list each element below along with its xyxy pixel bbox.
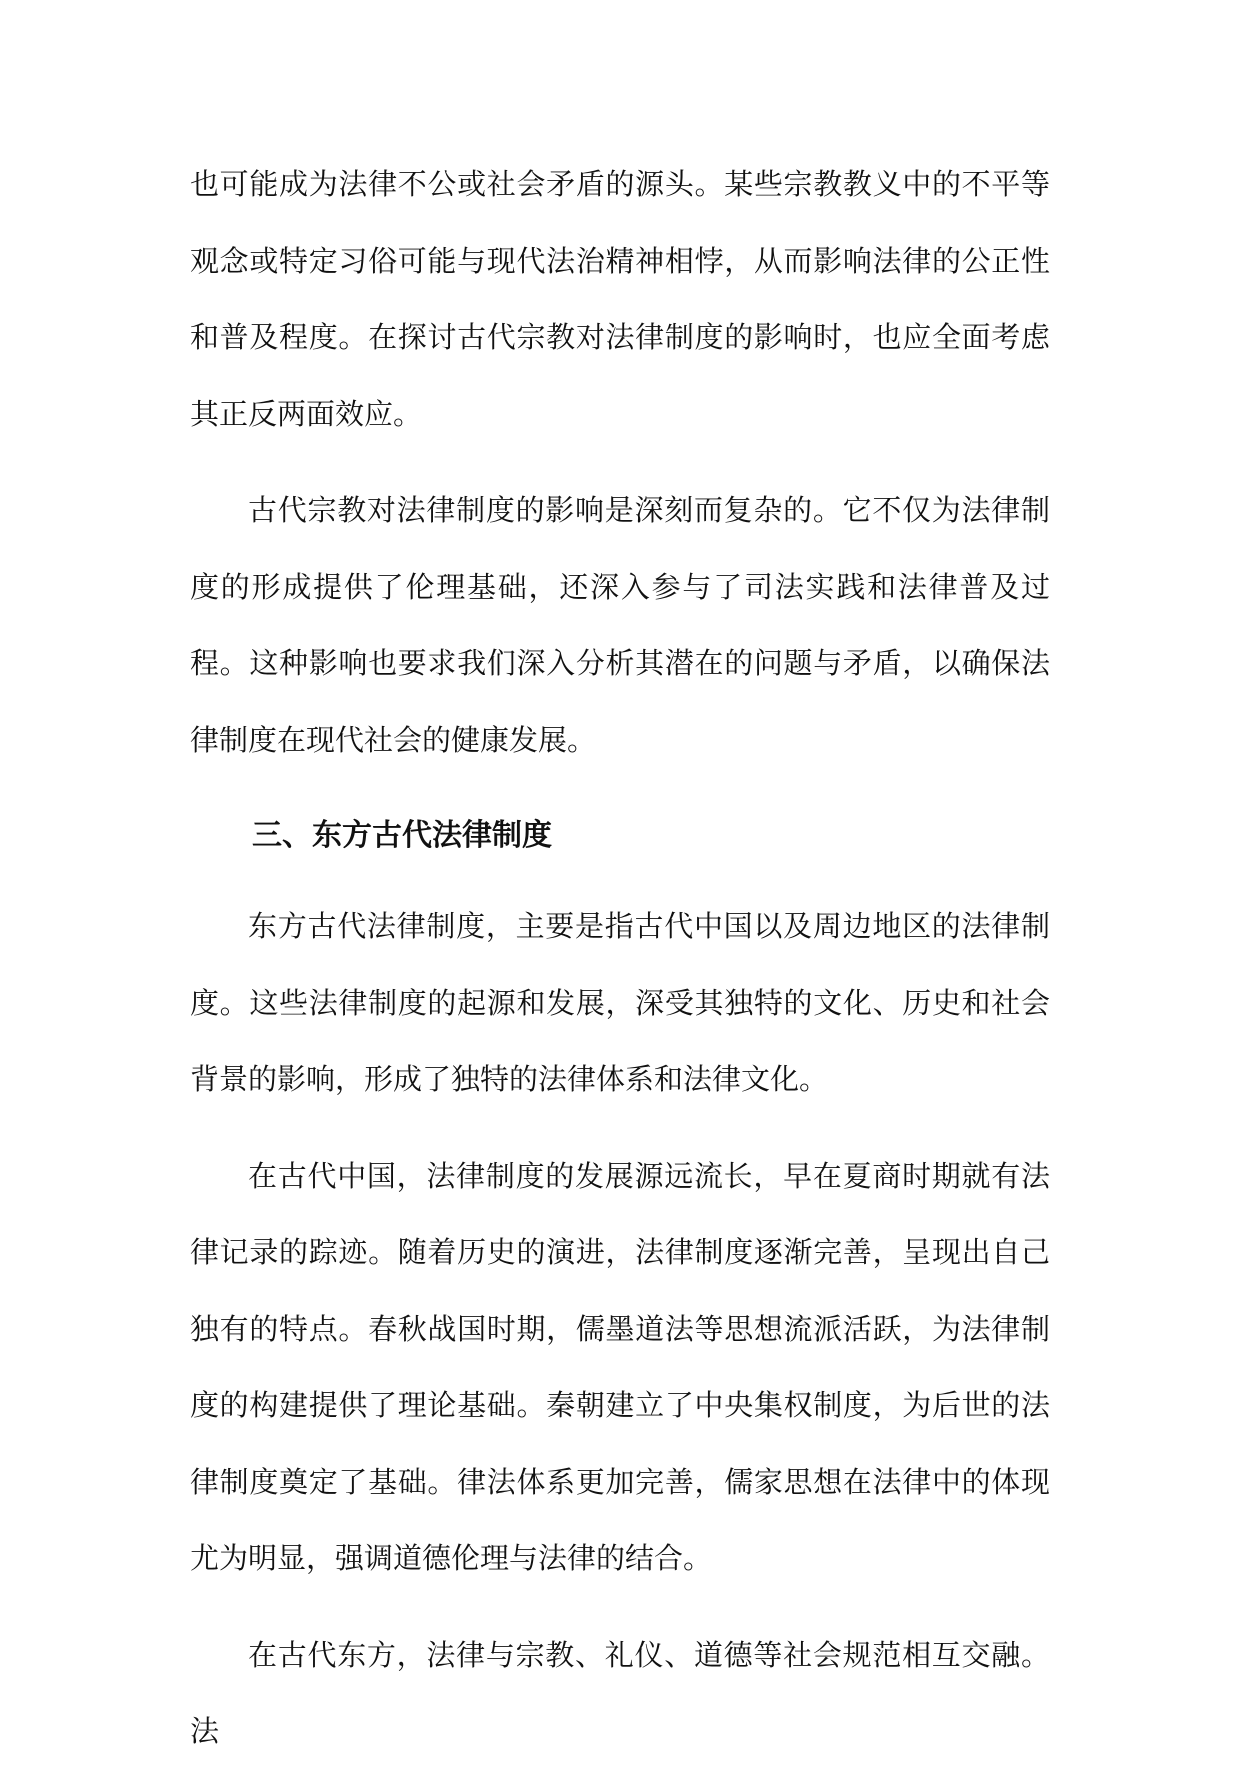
body-paragraph: 古代宗教对法律制度的影响是深刻而复杂的。它不仅为法律制度的形成提供了伦理基础，还深入参与了司法实践和法律普及过程。这种影响也要求我们深入分析其潜在的问题与矛盾，以确保法律制度在现代社会的健康发展。 [190,493,1050,757]
body-paragraph: 也可能成为法律不公或社会矛盾的源头。某些宗教教义中的不平等观念或特定习俗可能与现代法治精神相悖，从而影响法律的公正性和普及程度。在探讨古代宗教对法律制度的影响时，也应全面考虑其正反两面效应。 [190,167,1050,431]
body-paragraph: 在古代中国，法律制度的发展源远流长，早在夏商时期就有法律记录的踪迹。随着历史的演进，法律制度逐渐完善，呈现出自己独有的特点。春秋战国时期，儒墨道法等思想流派活跃，为法律制度的构建提供了理论基础。秦朝建立了中央集权制度，为后世的法律制度奠定了基础。律法体系更加完善，儒家思想在法律中的体现尤为明显，强调道德伦理与法律的结合。 [190,1158,1050,1575]
body-paragraph: 在古代东方，法律与宗教、礼仪、道德等社会规范相互交融。法 [190,1637,1050,1748]
document-body [190,146,1050,1790]
section-heading: 三、东方古代法律制度 [252,818,552,853]
body-paragraph: 东方古代法律制度，主要是指古代中国以及周边地区的法律制度。这些法律制度的起源和发展，深受其独特的文化、历史和社会背景的影响，形成了独特的法律体系和法律文化。 [190,909,1050,1096]
